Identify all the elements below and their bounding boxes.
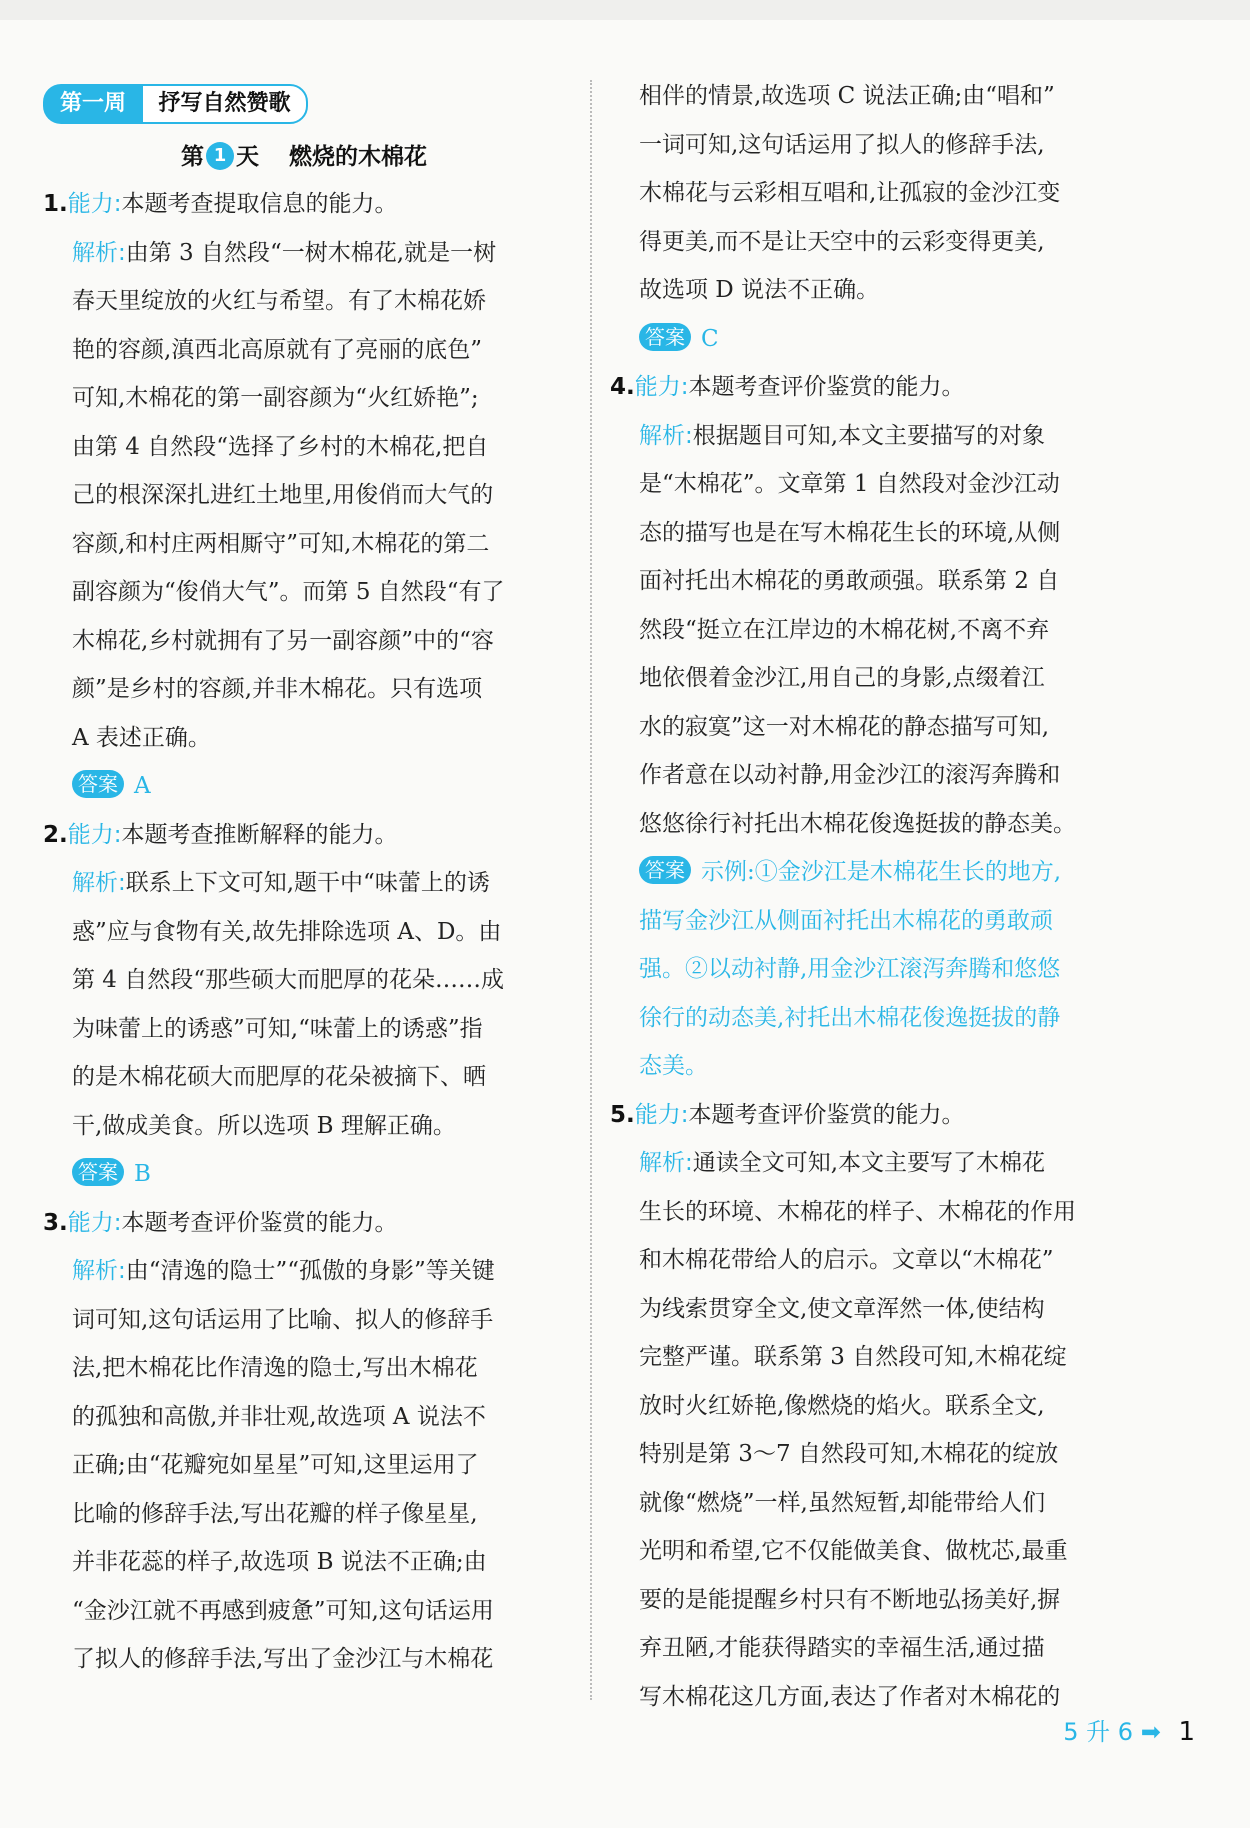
q4-line: 然段“挺立在江岸边的木棉花树,不离不弃: [639, 616, 1050, 643]
ability-label: 能力:: [67, 821, 122, 848]
question-number: 5.: [610, 1101, 635, 1128]
question-number: 4.: [610, 374, 635, 400]
q3-line: 并非花蕊的样子,故选项 B 说法不正确;由: [72, 1549, 487, 1575]
analysis-label: 解析:: [639, 422, 693, 449]
q5-line: 为线索贯穿全文,使文章浑然一体,使结构: [639, 1295, 1045, 1322]
q3-line: 了拟人的修辞手法,写出了金沙江与木棉花: [72, 1646, 494, 1672]
q3-line: 的孤独和高傲,并非壮观,故选项 A 说法不: [72, 1403, 486, 1430]
q2-ability: 本题考查推断解释的能力。: [121, 821, 398, 848]
arrow-right-icon: ➡: [1140, 1718, 1161, 1746]
analysis-label: 解析:: [72, 870, 126, 896]
q4-line: 水的寂寞”这一对木棉花的静态描写可知,: [639, 713, 1050, 740]
q1-ability: 本题考查提取信息的能力。: [121, 191, 398, 217]
q5-line: 光明和希望,它不仅能做美食、做枕芯,最重: [639, 1538, 1068, 1564]
q4-line: 态的描写也是在写木棉花生长的环境,从侧: [639, 519, 1061, 546]
q4-line: 面衬托出木棉花的勇敢顽强。联系第 2 自: [639, 568, 1060, 594]
q1-line: 己的根深深扎进红土地里,用俊俏而大气的: [72, 482, 494, 508]
q2-line: 联系上下文可知,题干中“味蕾上的诱: [125, 870, 490, 896]
q1-answer: A: [134, 773, 151, 799]
page-footer: [1063, 1712, 1195, 1747]
q2-line: 干,做成美食。所以选项 B 理解正确。: [72, 1112, 456, 1139]
q1-line: 容颜,和村庄两相厮守”可知,木棉花的第二: [72, 530, 490, 557]
left-column: [43, 0, 565, 1684]
question-number: 1.: [43, 191, 68, 217]
ability-label: 能力:: [634, 1101, 689, 1128]
q5-line: 通读全文可知,本文主要写了木棉花: [692, 1150, 1046, 1176]
column-divider: [590, 80, 592, 1700]
ability-label: 能力:: [634, 374, 689, 400]
answer-badge: 答案: [72, 1158, 124, 1186]
q5-line: 放时火红娇艳,像燃烧的焰火。联系全文,: [639, 1392, 1045, 1419]
q1-line: A 表述正确。: [72, 724, 211, 751]
answer-badge: 答案: [639, 323, 691, 351]
week-title: 抒写自然赞歌: [141, 84, 308, 124]
q3-cont-line: 一词可知,这句话运用了拟人的修辞手法,: [639, 131, 1045, 158]
q1-line: 木棉花,乡村就拥有了另一副容颜”中的“容: [72, 627, 494, 654]
q5-line: 弃丑陋,才能获得踏实的幸福生活,通过描: [639, 1635, 1045, 1661]
day-prefix: 第: [181, 144, 204, 170]
q4-answer-line: 徐行的动态美,衬托出木棉花俊逸挺拔的静: [639, 1004, 1061, 1031]
day-suffix: 天: [236, 144, 259, 170]
q3-cont-line: 故选项 D 说法不正确。: [639, 277, 880, 303]
q5-line: 完整严谨。联系第 3 自然段可知,木棉花绽: [639, 1344, 1067, 1370]
q4-line: 地依偎着金沙江,用自己的身影,点缀着江: [639, 665, 1045, 691]
q4-answer-line: 态美。: [639, 1053, 708, 1079]
analysis-label: 解析:: [72, 1258, 126, 1284]
q5-ability: 本题考查评价鉴赏的能力。: [688, 1101, 965, 1128]
q3-cont-line: 木棉花与云彩相互唱和,让孤寂的金沙江变: [639, 180, 1061, 206]
q2-line: 为味蕾上的诱惑”可知,“味蕾上的诱惑”指: [72, 1015, 483, 1042]
question-4: [610, 363, 1132, 1091]
q5-line: 特别是第 3～7 自然段可知,木棉花的绽放: [639, 1441, 1059, 1467]
grade-label: 5 升 6: [1063, 1718, 1134, 1746]
q4-line: 悠悠徐行衬托出木棉花俊逸挺拔的静态美。: [639, 810, 1076, 837]
q1-line: 可知,木棉花的第一副容颜为“火红娇艳”;: [72, 385, 479, 411]
q2-answer: B: [134, 1161, 151, 1187]
ability-label: 能力:: [67, 1209, 122, 1236]
ability-label: 能力:: [67, 191, 122, 217]
q3-line: 法,把木棉花比作清逸的隐士,写出木棉花: [72, 1355, 478, 1381]
q2-line: 惑”应与食物有关,故先排除选项 A、D。由: [72, 918, 502, 945]
day-title: [43, 134, 565, 180]
q3-line: “金沙江就不再感到疲惫”可知,这句话运用: [72, 1597, 494, 1624]
q3-line: 由“清逸的隐士”“孤傲的身影”等关键: [125, 1258, 495, 1284]
q1-line: 颜”是乡村的容颜,并非木棉花。只有选项: [72, 676, 483, 702]
q2-line: 的是木棉花硕大而肥厚的花朵被摘下、晒: [72, 1064, 486, 1090]
q1-line: 春天里绽放的火红与希望。有了木棉花娇: [72, 288, 486, 314]
q5-line: 写木棉花这几方面,表达了作者对木棉花的: [639, 1683, 1061, 1710]
q5-line: 要的是能提醒乡村只有不断地弘扬美好,摒: [639, 1586, 1061, 1613]
q3-line: 正确;由“花瓣宛如星星”可知,这里运用了: [72, 1452, 479, 1478]
q4-ability: 本题考查评价鉴赏的能力。: [688, 374, 965, 400]
day-topic: 燃烧的木棉花: [289, 144, 427, 170]
q2-line: 第 4 自然段“那些硕大而肥厚的花朵……成: [72, 967, 505, 993]
question-5: [610, 1091, 1132, 1722]
week-tag: 第一周: [43, 84, 143, 124]
q4-line: 根据题目可知,本文主要描写的对象: [692, 422, 1046, 449]
q4-answer-line: 示例:①金沙江是木棉花生长的地方,: [701, 859, 1062, 885]
question-2: [43, 811, 565, 1199]
question-3-continued: [610, 72, 1132, 363]
q1-line: 副容颜为“俊俏大气”。而第 5 自然段“有了: [72, 579, 505, 605]
q3-ability: 本题考查评价鉴赏的能力。: [121, 1209, 398, 1236]
week-banner: [43, 84, 308, 124]
q4-line: 是“木棉花”。文章第 1 自然段对金沙江动: [639, 471, 1060, 497]
q3-cont-line: 相伴的情景,故选项 C 说法正确;由“唱和”: [639, 83, 1055, 109]
analysis-label: 解析:: [639, 1150, 693, 1176]
answer-badge: 答案: [639, 856, 691, 884]
question-3: [43, 1199, 565, 1684]
q4-answer-line: 描写金沙江从侧面衬托出木棉花的勇敢顽: [639, 907, 1053, 934]
page-number: 1: [1178, 1717, 1195, 1747]
question-1: [43, 180, 565, 811]
q4-answer-line: 强。②以动衬静,用金沙江滚泻奔腾和悠悠: [639, 956, 1061, 982]
q3-answer: C: [701, 325, 719, 352]
day-number-badge: 1: [206, 142, 234, 170]
q3-cont-line: 得更美,而不是让天空中的云彩变得更美,: [639, 228, 1045, 255]
question-number: 2.: [43, 821, 68, 848]
q3-line: 词可知,这句话运用了比喻、拟人的修辞手: [72, 1306, 494, 1333]
q5-line: 生长的环境、木棉花的样子、木棉花的作用: [639, 1198, 1076, 1225]
q1-line: 艳的容颜,滇西北高原就有了亮丽的底色”: [72, 336, 483, 363]
q5-line: 和木棉花带给人的启示。文章以“木棉花”: [639, 1247, 1054, 1273]
answer-badge: 答案: [72, 770, 124, 798]
analysis-label: 解析:: [72, 239, 126, 266]
q5-line: 就像“燃烧”一样,虽然短暂,却能带给人们: [639, 1489, 1046, 1516]
right-column: [610, 72, 1132, 1721]
q4-line: 作者意在以动衬静,用金沙江的滚泻奔腾和: [639, 762, 1061, 788]
q3-line: 比喻的修辞手法,写出花瓣的样子像星星,: [72, 1500, 478, 1527]
question-number: 3.: [43, 1209, 68, 1236]
q1-line: 由第 4 自然段“选择了乡村的木棉花,把自: [72, 433, 489, 460]
q1-line: 由第 3 自然段“一树木棉花,就是一树: [125, 239, 497, 266]
